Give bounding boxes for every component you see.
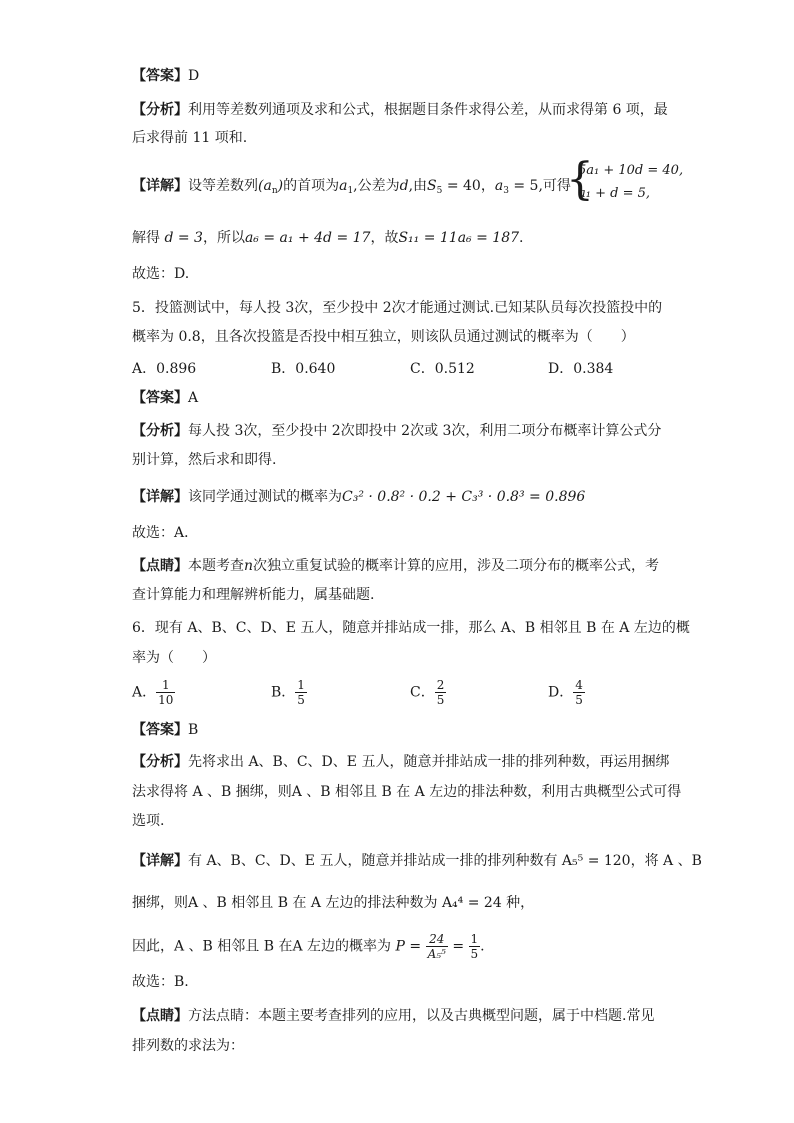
answer-value: B xyxy=(188,722,199,738)
q5-stem-line2: 概率为 0.8，且各次投篮是否投中相互独立，则该队员通过测试的概率为（ ） xyxy=(132,329,635,345)
detail-text: . xyxy=(480,938,485,955)
equals-sign: = xyxy=(452,938,465,955)
q6-choice-c[interactable] xyxy=(410,678,446,707)
solve-s11: S₁₁ = 11a₆ = 187 xyxy=(398,230,520,246)
note-tag: 【点睛】 xyxy=(132,558,188,574)
n-symbol: n xyxy=(244,558,254,574)
q5-answer-line xyxy=(132,388,198,408)
analysis-text: 利用等差数列通项及求和公式，根据题目条件求得公差，从而求得第 6 项，最 xyxy=(188,102,668,118)
q4-detail-line xyxy=(132,176,571,201)
q4-choose: 故选：D. xyxy=(132,266,190,282)
q6-answer-line xyxy=(132,720,198,740)
detail-text: ， xyxy=(480,178,495,194)
system-brace: { xyxy=(566,154,594,205)
analysis-tag: 【分析】 xyxy=(132,102,188,118)
choice-fraction: $\frac{2}{5}$ xyxy=(436,678,445,707)
q4-solve-line xyxy=(132,228,523,248)
q5-analysis-line2: 别计算，然后求和即得. xyxy=(132,452,277,468)
detail-text: ,由 xyxy=(408,178,428,194)
a1-symbol: $a_1$ xyxy=(339,178,354,196)
solve-text: ，所以 xyxy=(202,230,245,246)
analysis-text: 每人投 3次，至少投中 2次即投中 2次或 3次，利用二项分布概率计算公式分 xyxy=(188,423,662,439)
q5-choice-c[interactable]: C．0.512 xyxy=(410,361,475,377)
q6-choice-b[interactable] xyxy=(271,678,307,707)
choice-label: D． xyxy=(548,684,574,701)
choice-fraction: $\frac{1}{10}$ xyxy=(158,678,174,707)
q6-detail-line1 xyxy=(132,851,702,871)
q5-note-line1 xyxy=(132,556,659,576)
system-eq-2: a₁ + d = 5, xyxy=(578,186,651,201)
q6-stem-line1: 6．现有 A、B、C、D、E 五人，随意并排站成一排，那么 A、B 相邻且 B 在 A 左边的概 xyxy=(132,620,690,636)
p-symbol: P = xyxy=(395,938,422,955)
solve-text: ，故 xyxy=(370,230,399,246)
solve-text: 解得 xyxy=(132,230,160,246)
answer-tag: 【答案】 xyxy=(132,390,188,406)
s5-value: = 40 xyxy=(442,178,481,194)
q5-stem-line1: 5．投篮测试中，每人投 3次，至少投中 2次才能通过测试.已知某队员每次投篮投中的 xyxy=(132,300,663,316)
detail-tag: 【详解】 xyxy=(132,853,188,869)
q6-choice-d[interactable] xyxy=(548,678,585,707)
q6-detail-line3 xyxy=(132,932,485,961)
fraction-24: $\frac{24}{\text{A₅⁵}}$ xyxy=(427,932,446,961)
q5-detail-line xyxy=(132,487,585,507)
note-text: 方法点睛：本题主要考查排列的应用，以及古典概型问题，属于中档题.常见 xyxy=(188,1008,655,1024)
q6-stem-line2: 率为（ ） xyxy=(132,650,216,666)
detail-text: 有 A、B、C、D、E 五人，随意并排站成一排的排列种数有 A₅⁵ = 120，将 A 、B xyxy=(188,853,702,869)
detail-text: ,可得 xyxy=(538,178,571,194)
answer-value: D xyxy=(188,68,200,84)
q5-analysis-line1 xyxy=(132,421,661,441)
solve-text: . xyxy=(519,230,524,246)
q6-note-line1 xyxy=(132,1006,654,1026)
choice-label: B． xyxy=(271,684,296,701)
detail-text: 因此，A 、B 相邻且 B 在A 左边的概率为 xyxy=(132,938,392,955)
note-tag: 【点睛】 xyxy=(132,1008,188,1024)
q6-choose: 故选：B. xyxy=(132,974,189,990)
answer-tag: 【答案】 xyxy=(132,68,188,84)
detail-text: 设等差数列 xyxy=(188,178,258,194)
a3-value: = 5 xyxy=(508,178,539,194)
answer-value: A xyxy=(188,390,199,406)
q4-analysis-line1 xyxy=(132,100,668,120)
q6-analysis-line3: 选项. xyxy=(132,813,165,829)
q6-note-line2: 排列数的求法为： xyxy=(132,1038,244,1054)
s5-symbol: $S_5$ xyxy=(427,178,443,196)
note-text: 次独立重复试验的概率计算的应用，涉及二项分布的概率公式，考 xyxy=(253,558,660,574)
fraction-result: $\frac{1}{5}$ xyxy=(470,932,479,961)
solve-d: d = 3 xyxy=(164,230,203,246)
q6-analysis-line2: 法求得将 A 、B 捆绑，则A 、B 相邻且 B 在 A 左边的排法种数，利用古典概型公式可得 xyxy=(132,784,682,800)
detail-text: ,公差为 xyxy=(353,178,400,194)
detail-formula: C₃² · 0.8² · 0.2 + C₃³ · 0.8³ = 0.896 xyxy=(342,489,586,505)
choice-label: C． xyxy=(410,684,435,701)
q5-choose: 故选：A． xyxy=(132,525,199,541)
q5-choice-b[interactable]: B．0.640 xyxy=(271,361,336,377)
analysis-text: 先将求出 A、B、C、D、E 五人，随意并排站成一排的排列种数，再运用捆绑 xyxy=(188,754,670,770)
d-symbol: d xyxy=(399,178,409,194)
note-text: 本题考查 xyxy=(188,558,244,574)
seq-symbol: $(a_n)$ xyxy=(258,178,284,196)
q6-choice-a[interactable] xyxy=(132,678,175,707)
detail-tag: 【详解】 xyxy=(132,489,188,505)
q6-analysis-line1 xyxy=(132,752,669,772)
q4-answer-line xyxy=(132,66,199,86)
detail-tag: 【详解】 xyxy=(132,178,188,194)
q4-analysis-line2: 后求得前 11 项和. xyxy=(132,130,248,146)
solve-a6: a₆ = a₁ + 4d = 17 xyxy=(244,230,371,246)
q5-note-line2: 查计算能力和理解辨析能力，属基础题. xyxy=(132,587,375,603)
analysis-tag: 【分析】 xyxy=(132,754,188,770)
q6-detail-line2: 捆绑，则A 、B 相邻且 B 在 A 左边的排法种数为 A₄⁴ = 24 种， xyxy=(132,895,535,911)
answer-tag: 【答案】 xyxy=(132,722,188,738)
q5-choice-d[interactable]: D．0.384 xyxy=(548,361,614,377)
detail-text: 该同学通过测试的概率为 xyxy=(188,489,342,505)
choice-fraction: $\frac{4}{5}$ xyxy=(575,678,583,707)
system-eq-1: 5a₁ + 10d = 40, xyxy=(578,163,684,178)
q5-choice-a[interactable]: A．0.896 xyxy=(132,361,197,377)
detail-text: 的首项为 xyxy=(283,178,340,194)
analysis-tag: 【分析】 xyxy=(132,423,188,439)
choice-label: A． xyxy=(132,684,157,701)
a3-symbol: $a_3$ xyxy=(494,178,509,196)
choice-fraction: $\frac{1}{5}$ xyxy=(297,678,305,707)
